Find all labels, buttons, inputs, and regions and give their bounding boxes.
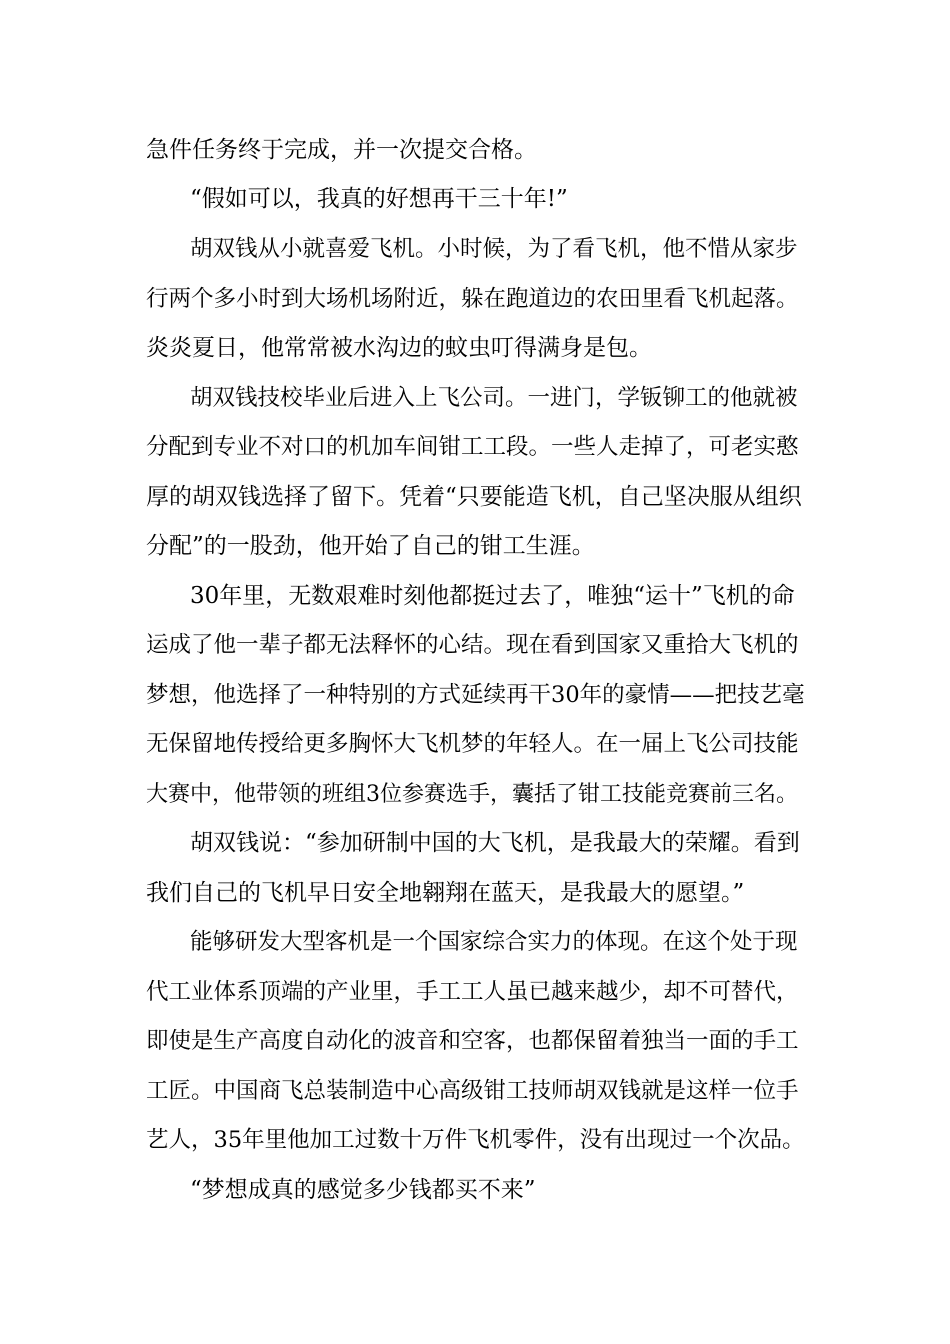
text-line: 30年里，无数艰难时刻他都挺过去了，唯独“运十”飞机的命 [190,583,795,609]
text-line: 分配到专业不对口的机加车间钳工工段。一些人走掉了，可老实憨 [146,434,799,460]
text-line: 即使是生产高度自动化的波音和空客，也都保留着独当一面的手工 [146,1028,799,1054]
text-line: 我们自己的飞机早日安全地翱翔在蓝天，是我最大的愿望。” [146,880,745,906]
text-line: 炎炎夏日，他常常被水沟边的蚊虫叮得满身是包。 [146,335,652,361]
quote-heading: “假如可以，我真的好想再干三十年!” [190,186,568,212]
text-line: 工匠。中国商飞总装制造中心高级钳工技师胡双钱就是这样一位手 [146,1078,799,1104]
quote-heading: “梦想成真的感觉多少钱都买不来” [190,1177,536,1203]
text-line: 胡双钱技校毕业后进入上飞公司。一进门，学钣铆工的他就被 [190,385,798,411]
text-line: 急件任务终于完成，并一次提交合格。 [146,137,537,163]
text-line: 无保留地传授给更多胸怀大飞机梦的年轻人。在一届上飞公司技能 [146,731,799,757]
text-line: 梦想，他选择了一种特别的方式延续再干30年的豪情——把技艺毫 [146,682,805,708]
text-line: 大赛中，他带领的班组3位参赛选手，囊括了钳工技能竞赛前三名。 [146,782,798,807]
text-line: 能够研发大型客机是一个国家综合实力的体现。在这个处于现 [190,929,798,955]
text-line: 胡双钱说：“参加研制中国的大飞机，是我最大的荣耀。看到 [190,830,800,856]
text-line: 行两个多小时到大场机场附近，躲在跑道边的农田里看飞机起落。 [146,286,799,312]
text-line: 艺人，35年里他加工过数十万件飞机零件，没有出现过一个次品。 [146,1127,805,1153]
text-line: 胡双钱从小就喜爱飞机。小时候，为了看飞机，他不惜从家步 [190,236,798,262]
text-line: 代工业体系顶端的产业里，手工工人虽已越来越少，却不可替代， [146,979,799,1005]
text-line: 运成了他一辈子都无法释怀的心结。现在看到国家又重拾大飞机的 [146,632,799,658]
text-line: 分配”的一股劲，他开始了自己的钳工生涯。 [146,533,595,559]
text-line: 厚的胡双钱选择了留下。凭着“只要能造飞机，自己坚决服从组织 [146,484,802,510]
